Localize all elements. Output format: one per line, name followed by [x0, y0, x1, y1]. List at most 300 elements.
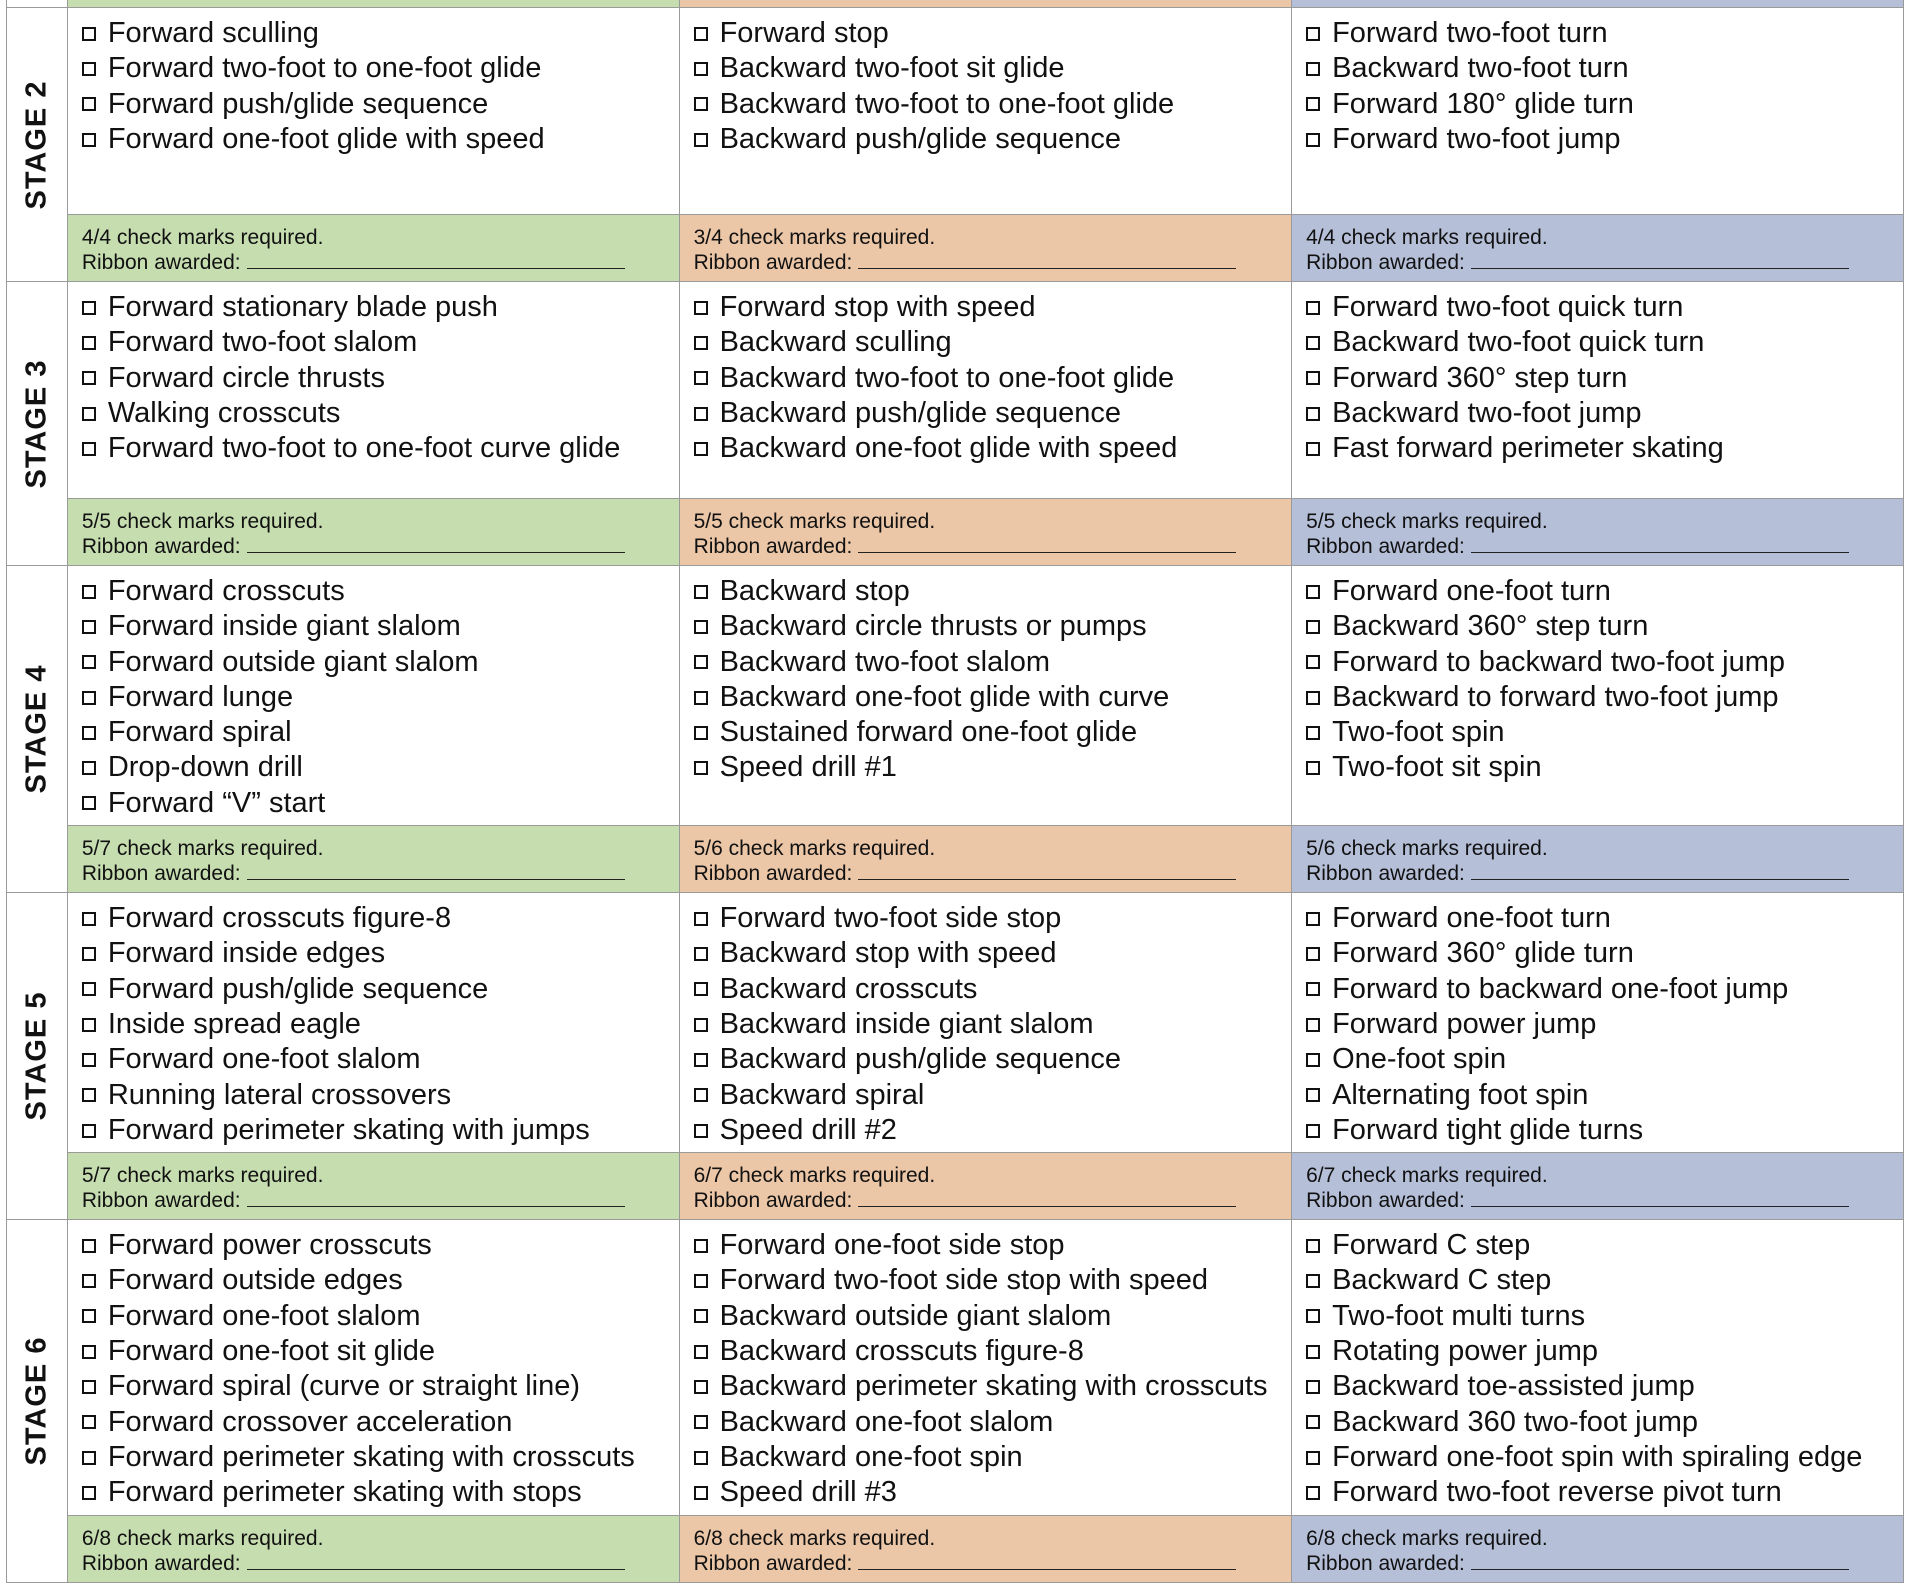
- skills-column-2: [679, 1220, 1292, 1515]
- skills-column-3: [1292, 1220, 1904, 1515]
- checkbox-icon[interactable]: [694, 982, 708, 996]
- ribbon-awarded-blank[interactable]: [247, 1192, 625, 1207]
- ribbon-awarded-label: Ribbon awarded:: [81, 251, 241, 274]
- checkbox-icon[interactable]: [694, 691, 708, 705]
- requirement-cell-3: [1292, 1153, 1904, 1220]
- checkbox-icon[interactable]: [694, 585, 708, 599]
- skill-item: [82, 1299, 669, 1334]
- skill-item: [82, 1078, 669, 1113]
- skill-item: [694, 901, 1282, 936]
- skill-item: [82, 1334, 669, 1369]
- checkbox-icon[interactable]: [1306, 947, 1320, 961]
- skill-list: [1292, 893, 1903, 1152]
- requirement-cell-1: [67, 215, 679, 282]
- skill-label: Forward two-foot turn: [1332, 17, 1608, 49]
- checkbox-icon[interactable]: [1306, 62, 1320, 76]
- required-count-text: 5/5 check marks required.: [693, 510, 936, 533]
- skill-item: [1306, 1475, 1893, 1510]
- skill-list: [68, 566, 679, 825]
- ribbon-awarded-label: Ribbon awarded:: [81, 1189, 241, 1213]
- skill-item: [1306, 87, 1893, 122]
- checkbox-icon[interactable]: [694, 97, 708, 111]
- skill-item: [1306, 680, 1893, 715]
- stage-cell: [7, 566, 68, 893]
- requirement-cell-1: [67, 826, 679, 893]
- checkbox-icon[interactable]: [82, 1486, 96, 1500]
- skill-label: Sustained forward one-foot glide: [719, 716, 1138, 749]
- stage-label: STAGE 6: [20, 1336, 53, 1466]
- skill-label: Forward two-foot quick turn: [1332, 291, 1684, 323]
- stage-label: STAGE 2: [20, 80, 53, 209]
- skill-item: [694, 290, 1282, 325]
- skill-item: [694, 1475, 1282, 1510]
- skill-item: [82, 1113, 669, 1148]
- skill-label: Forward sculling: [107, 17, 319, 49]
- ribbon-awarded-label: Ribbon awarded:: [81, 862, 241, 886]
- skill-label: Backward one-foot glide with speed: [719, 432, 1178, 465]
- skill-item: [1306, 1440, 1893, 1475]
- ribbon-awarded-blank[interactable]: [247, 254, 625, 269]
- required-count-text: 5/5 check marks required.: [1306, 510, 1548, 533]
- skill-item: [82, 645, 669, 680]
- checkbox-icon[interactable]: [694, 912, 708, 926]
- checkbox-icon[interactable]: [1306, 1486, 1320, 1500]
- checkbox-icon[interactable]: [1306, 407, 1320, 421]
- skill-item: [82, 574, 669, 609]
- checkbox-icon[interactable]: [82, 1274, 96, 1288]
- checkbox-icon[interactable]: [82, 1415, 96, 1429]
- skill-label: Forward inside giant slalom: [107, 610, 461, 643]
- skill-label: Backward spiral: [719, 1078, 925, 1111]
- skill-label: Backward 360° step turn: [1332, 610, 1649, 643]
- skill-item: [694, 1405, 1282, 1440]
- checkbox-icon[interactable]: [1306, 585, 1320, 599]
- checkbox-icon[interactable]: [82, 1239, 96, 1253]
- stage-skills-row: [7, 566, 1904, 826]
- skill-label: Backward stop with speed: [719, 937, 1057, 970]
- skill-label: Forward perimeter skating with stops: [107, 1476, 582, 1509]
- stage-cell: [7, 893, 68, 1220]
- skill-item: [82, 16, 669, 51]
- skill-label: Backward two-foot quick turn: [1332, 326, 1705, 359]
- checkbox-icon[interactable]: [694, 1380, 708, 1394]
- ribbon-awarded-line: [694, 861, 1278, 886]
- skill-item: [82, 51, 669, 86]
- checkbox-icon[interactable]: [694, 1274, 708, 1288]
- stage-requirements-row: [7, 499, 1904, 566]
- checkbox-icon[interactable]: [1306, 1018, 1320, 1032]
- checkbox-icon[interactable]: [694, 1239, 708, 1253]
- skill-label: Forward one-foot turn: [1332, 902, 1611, 935]
- checkbox-icon[interactable]: [82, 336, 96, 350]
- skill-label: Forward circle thrusts: [107, 361, 385, 394]
- checkbox-icon[interactable]: [1306, 442, 1320, 456]
- requirement-cell-2: [679, 215, 1292, 282]
- top-cell-col2: [679, 0, 1292, 8]
- skill-list: [680, 282, 1292, 470]
- skill-item: [1306, 325, 1893, 360]
- ribbon-awarded-line: [1306, 861, 1889, 886]
- checkbox-icon[interactable]: [1306, 1345, 1320, 1359]
- checkbox-icon[interactable]: [694, 1309, 708, 1323]
- skill-item: [82, 1042, 669, 1077]
- skill-label: Forward “V” start: [107, 786, 326, 819]
- stage-skills-row: [7, 8, 1904, 215]
- required-count-text: 3/4 check marks required.: [693, 226, 936, 249]
- checkbox-icon[interactable]: [694, 761, 708, 775]
- skill-label: Forward lunge: [107, 680, 294, 713]
- skill-list: [68, 8, 679, 161]
- required-count-text: 5/7 check marks required.: [81, 837, 324, 861]
- checkbox-icon[interactable]: [82, 371, 96, 385]
- checkbox-icon[interactable]: [82, 726, 96, 740]
- skill-label: Forward 360° step turn: [1332, 361, 1628, 394]
- skill-list: [680, 566, 1292, 790]
- checkbox-icon[interactable]: [1306, 133, 1320, 147]
- stage-skills-row: [7, 893, 1904, 1153]
- skill-label: Alternating foot spin: [1332, 1078, 1589, 1111]
- skill-item: [82, 972, 669, 1007]
- skill-list: [680, 8, 1292, 161]
- skills-column-2: [679, 282, 1292, 499]
- checkbox-icon[interactable]: [694, 1415, 708, 1429]
- skill-label: Running lateral crossovers: [107, 1078, 452, 1111]
- required-count-text: 6/8 check marks required.: [81, 1526, 324, 1550]
- skill-label: Forward one-foot glide with speed: [107, 122, 545, 155]
- checkbox-icon[interactable]: [82, 407, 96, 421]
- checkbox-icon[interactable]: [1306, 1380, 1320, 1394]
- skill-item: [82, 1369, 669, 1404]
- stage-cell: [7, 8, 68, 282]
- ribbon-awarded-line: [82, 1188, 665, 1213]
- skill-item: [694, 1042, 1282, 1077]
- ribbon-awarded-label: Ribbon awarded:: [1306, 251, 1465, 274]
- checkbox-icon[interactable]: [82, 1451, 96, 1465]
- ribbon-awarded-blank[interactable]: [1471, 865, 1849, 880]
- skill-item: [82, 361, 669, 396]
- top-cell-col3: [1292, 0, 1904, 8]
- skill-label: Forward tight glide turns: [1332, 1113, 1644, 1146]
- ribbon-awarded-blank[interactable]: [858, 1555, 1236, 1570]
- ribbon-awarded-label: Ribbon awarded:: [693, 1189, 853, 1213]
- ribbon-awarded-label: Ribbon awarded:: [81, 1551, 241, 1575]
- skill-label: Forward one-foot spin with spiraling edge: [1332, 1440, 1863, 1473]
- checkbox-icon[interactable]: [82, 912, 96, 926]
- requirement-cell-2: [679, 826, 1292, 893]
- skill-label: Walking crosscuts: [107, 396, 341, 429]
- checkbox-icon[interactable]: [82, 1309, 96, 1323]
- required-count-text: 6/8 check marks required.: [693, 1526, 936, 1550]
- checkbox-icon[interactable]: [1306, 655, 1320, 669]
- ribbon-awarded-blank[interactable]: [858, 865, 1236, 880]
- skills-column-1: [67, 1220, 679, 1515]
- skill-item: [1306, 645, 1893, 680]
- stage-requirements-row: [7, 215, 1904, 282]
- checkbox-icon[interactable]: [694, 133, 708, 147]
- checkbox-icon[interactable]: [1306, 1274, 1320, 1288]
- skill-label: Backward 360 two-foot jump: [1332, 1405, 1698, 1438]
- checkbox-icon[interactable]: [1306, 620, 1320, 634]
- skill-label: Backward circle thrusts or pumps: [719, 610, 1147, 643]
- checkbox-icon[interactable]: [1306, 27, 1320, 41]
- skill-label: Forward C step: [1332, 1229, 1531, 1262]
- skill-label: Forward stationary blade push: [107, 291, 498, 323]
- checkbox-icon[interactable]: [694, 371, 708, 385]
- required-count-text: 6/7 check marks required.: [693, 1164, 936, 1188]
- checkbox-icon[interactable]: [82, 301, 96, 315]
- skill-label: Backward outside giant slalom: [719, 1299, 1112, 1332]
- skills-column-2: [679, 566, 1292, 826]
- checkbox-icon[interactable]: [694, 62, 708, 76]
- skill-item: [1306, 901, 1893, 936]
- skills-column-1: [67, 566, 679, 826]
- checkbox-icon[interactable]: [694, 1053, 708, 1067]
- checkbox-icon[interactable]: [694, 301, 708, 315]
- checkbox-icon[interactable]: [694, 1486, 708, 1500]
- skills-column-3: [1292, 566, 1904, 826]
- skill-label: Backward two-foot sit glide: [719, 52, 1065, 85]
- skill-label: Forward stop: [719, 17, 889, 49]
- skill-label: Backward C step: [1332, 1264, 1552, 1297]
- checkbox-icon[interactable]: [694, 1018, 708, 1032]
- checkbox-icon[interactable]: [694, 1124, 708, 1138]
- ribbon-awarded-line: [82, 861, 665, 886]
- checkbox-icon[interactable]: [82, 691, 96, 705]
- skill-list: [68, 893, 679, 1152]
- checkbox-icon[interactable]: [1306, 371, 1320, 385]
- ribbon-awarded-blank[interactable]: [1471, 538, 1849, 553]
- skill-item: [82, 290, 669, 325]
- required-count-text: 4/4 check marks required.: [1306, 226, 1548, 249]
- skill-label: Forward outside giant slalom: [107, 645, 479, 678]
- table-body: [7, 0, 1904, 1582]
- checkbox-icon[interactable]: [1306, 97, 1320, 111]
- skill-item: [82, 901, 669, 936]
- skill-item: [82, 1007, 669, 1042]
- skill-label: Forward two-foot side stop with speed: [719, 1264, 1208, 1297]
- skill-label: Backward two-foot turn: [1332, 52, 1629, 85]
- skill-item: [694, 750, 1282, 785]
- skill-item: [82, 715, 669, 750]
- required-count-text: 4/4 check marks required.: [81, 226, 324, 249]
- skill-item: [694, 325, 1282, 360]
- skill-label: Backward two-foot to one-foot glide: [719, 87, 1175, 120]
- requirement-cell-2: [679, 499, 1292, 566]
- checkbox-icon[interactable]: [1306, 1309, 1320, 1323]
- skill-item: [694, 1113, 1282, 1148]
- stage-label: STAGE 5: [20, 991, 53, 1121]
- skill-label: Backward sculling: [719, 326, 952, 359]
- skill-item: [82, 750, 669, 785]
- skills-checklist-table: [6, 0, 1904, 1583]
- required-count-text: 5/5 check marks required.: [81, 510, 324, 533]
- checkbox-icon[interactable]: [82, 1088, 96, 1102]
- skill-label: Two-foot sit spin: [1332, 751, 1542, 784]
- ribbon-awarded-blank[interactable]: [1471, 1192, 1849, 1207]
- checkbox-icon[interactable]: [694, 442, 708, 456]
- skill-item: [1306, 609, 1893, 644]
- skill-item: [82, 936, 669, 971]
- checkbox-icon[interactable]: [694, 620, 708, 634]
- checkbox-icon[interactable]: [694, 27, 708, 41]
- required-count-text: 5/6 check marks required.: [1306, 837, 1548, 861]
- skill-list: [680, 1220, 1292, 1514]
- skill-label: Forward one-foot turn: [1332, 575, 1611, 607]
- skill-item: [82, 325, 669, 360]
- ribbon-awarded-blank[interactable]: [858, 1192, 1236, 1207]
- skill-item: [1306, 122, 1893, 157]
- stage-skills-row: [7, 282, 1904, 499]
- checkbox-icon[interactable]: [82, 796, 96, 810]
- checkbox-icon[interactable]: [1306, 761, 1320, 775]
- checkbox-icon[interactable]: [1306, 1451, 1320, 1465]
- checkbox-icon[interactable]: [82, 97, 96, 111]
- skill-label: Forward spiral (curve or straight line): [107, 1370, 581, 1403]
- ribbon-awarded-line: [694, 534, 1278, 559]
- skill-label: Forward crosscuts figure-8: [107, 902, 452, 935]
- checkbox-icon[interactable]: [82, 1018, 96, 1032]
- skills-column-2: [679, 8, 1292, 215]
- checkbox-icon[interactable]: [82, 27, 96, 41]
- skill-item: [1306, 1405, 1893, 1440]
- skill-item: [1306, 1113, 1893, 1148]
- skill-label: Forward one-foot slalom: [107, 1043, 421, 1076]
- skill-item: [82, 1263, 669, 1298]
- ribbon-awarded-blank[interactable]: [858, 254, 1236, 269]
- skill-label: Forward crossover acceleration: [107, 1405, 513, 1438]
- skill-item: [694, 609, 1282, 644]
- skills-column-1: [67, 893, 679, 1153]
- ribbon-awarded-label: Ribbon awarded:: [693, 1551, 853, 1575]
- checkbox-icon[interactable]: [82, 1345, 96, 1359]
- ribbon-awarded-blank[interactable]: [858, 538, 1236, 553]
- ribbon-awarded-line: [1306, 250, 1889, 275]
- checkbox-icon[interactable]: [82, 982, 96, 996]
- skill-item: [1306, 936, 1893, 971]
- checkbox-icon[interactable]: [694, 655, 708, 669]
- skill-item: [1306, 1007, 1893, 1042]
- required-count-text: 6/7 check marks required.: [1306, 1164, 1548, 1188]
- checkbox-icon[interactable]: [1306, 912, 1320, 926]
- ribbon-awarded-blank[interactable]: [1471, 254, 1849, 269]
- checkbox-icon[interactable]: [694, 1451, 708, 1465]
- checkbox-icon[interactable]: [694, 1088, 708, 1102]
- checkbox-icon[interactable]: [694, 947, 708, 961]
- checkbox-icon[interactable]: [694, 407, 708, 421]
- ribbon-awarded-blank[interactable]: [1471, 1555, 1849, 1570]
- skill-label: Speed drill #3: [719, 1476, 897, 1509]
- skill-item: [82, 431, 669, 466]
- ribbon-awarded-blank[interactable]: [247, 1555, 625, 1570]
- checkbox-icon[interactable]: [82, 442, 96, 456]
- skill-label: Inside spread eagle: [107, 1007, 361, 1040]
- checkbox-icon[interactable]: [82, 655, 96, 669]
- skill-label: Forward two-foot side stop: [719, 902, 1062, 935]
- skill-item: [694, 574, 1282, 609]
- skill-item: [1306, 574, 1893, 609]
- skills-column-3: [1292, 8, 1904, 215]
- skills-column-3: [1292, 282, 1904, 499]
- skill-label: One-foot spin: [1332, 1043, 1507, 1076]
- top-stage-cell: [7, 0, 68, 8]
- required-count-text: 6/8 check marks required.: [1306, 1526, 1548, 1550]
- skill-label: Two-foot multi turns: [1332, 1299, 1586, 1332]
- skill-item: [694, 1440, 1282, 1475]
- checkbox-icon[interactable]: [694, 726, 708, 740]
- checkbox-icon[interactable]: [1306, 1415, 1320, 1429]
- skill-label: Speed drill #2: [719, 1113, 897, 1146]
- skill-item: [1306, 16, 1893, 51]
- ribbon-awarded-label: Ribbon awarded:: [1306, 1189, 1465, 1213]
- ribbon-awarded-blank[interactable]: [247, 865, 625, 880]
- checkbox-icon[interactable]: [1306, 982, 1320, 996]
- skill-item: [694, 1334, 1282, 1369]
- skill-label: Backward one-foot spin: [719, 1440, 1023, 1473]
- skill-label: Forward perimeter skating with crosscuts: [107, 1440, 635, 1473]
- skill-item: [1306, 290, 1893, 325]
- checkbox-icon[interactable]: [82, 947, 96, 961]
- skill-item: [82, 396, 669, 431]
- skill-label: Forward push/glide sequence: [107, 87, 489, 120]
- skill-item: [1306, 1263, 1893, 1298]
- skill-list: [1292, 566, 1903, 790]
- skill-item: [694, 16, 1282, 51]
- skill-label: Forward 180° glide turn: [1332, 87, 1634, 120]
- skill-label: Forward power jump: [1332, 1007, 1597, 1040]
- skill-item: [694, 431, 1282, 466]
- skill-label: Forward inside edges: [107, 937, 386, 970]
- ribbon-awarded-line: [82, 534, 665, 559]
- checkbox-icon[interactable]: [82, 620, 96, 634]
- checkbox-icon[interactable]: [1306, 1239, 1320, 1253]
- ribbon-awarded-label: Ribbon awarded:: [1306, 1551, 1465, 1575]
- checkbox-icon[interactable]: [694, 336, 708, 350]
- checkbox-icon[interactable]: [82, 133, 96, 147]
- skill-label: Backward crosscuts figure-8: [719, 1335, 1084, 1368]
- skill-item: [82, 1440, 669, 1475]
- checkbox-icon[interactable]: [82, 585, 96, 599]
- checkbox-icon[interactable]: [1306, 1053, 1320, 1067]
- skill-item: [1306, 1228, 1893, 1263]
- ribbon-awarded-label: Ribbon awarded:: [81, 535, 241, 558]
- skill-item: [1306, 1042, 1893, 1077]
- skill-item: [1306, 396, 1893, 431]
- skill-label: Forward two-foot jump: [1332, 122, 1621, 155]
- checkbox-icon[interactable]: [82, 1053, 96, 1067]
- checkbox-icon[interactable]: [694, 1345, 708, 1359]
- skill-label: Forward perimeter skating with jumps: [107, 1113, 590, 1146]
- checkbox-icon[interactable]: [1306, 336, 1320, 350]
- checkbox-icon[interactable]: [1306, 726, 1320, 740]
- skill-item: [82, 1475, 669, 1510]
- stage-requirements-row: [7, 1153, 1904, 1220]
- ribbon-awarded-line: [82, 250, 665, 275]
- checkbox-icon[interactable]: [82, 62, 96, 76]
- checkbox-icon[interactable]: [1306, 1088, 1320, 1102]
- checkbox-icon[interactable]: [82, 761, 96, 775]
- ribbon-awarded-line: [1306, 1551, 1889, 1576]
- skill-label: Forward one-foot side stop: [719, 1229, 1065, 1262]
- skill-list: [68, 1220, 679, 1514]
- skills-column-3: [1292, 893, 1904, 1153]
- checkbox-icon[interactable]: [1306, 691, 1320, 705]
- skill-label: Forward two-foot to one-foot curve glide: [107, 432, 621, 465]
- ribbon-awarded-blank[interactable]: [247, 538, 625, 553]
- checkbox-icon[interactable]: [82, 1124, 96, 1138]
- checkbox-icon[interactable]: [1306, 301, 1320, 315]
- checkbox-icon[interactable]: [1306, 1124, 1320, 1138]
- checkbox-icon[interactable]: [82, 1380, 96, 1394]
